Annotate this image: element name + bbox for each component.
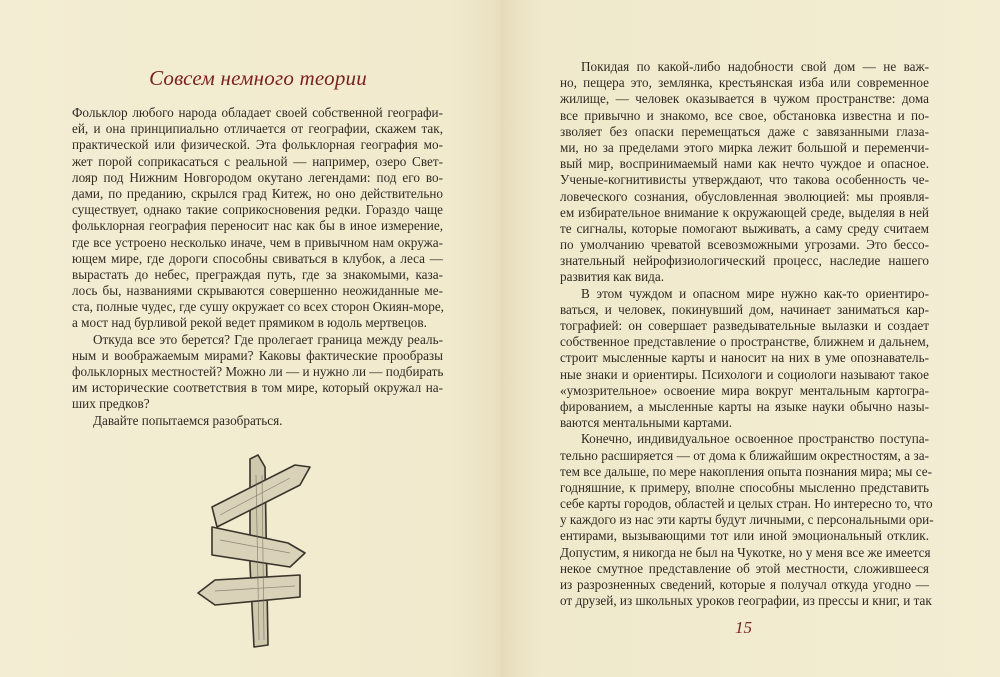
text-line: тографией: он совершает разведывательные вылазки и создает (560, 318, 929, 333)
text-line: ем избирательное внимание к окружающей среде, выделяя в ней (560, 204, 929, 220)
text-line: а мост над бурливой рекой ведет прямиком в юдоль мертвецов. (72, 315, 427, 331)
text-line: где все устроено несколько иначе, чем в привычном нам окружа- (72, 234, 443, 250)
text-line: строит мысленные карты и наносит на них в уме опознаватель- (560, 350, 929, 366)
paragraph (560, 59, 929, 286)
text-line: тем все дальше, по мере накопления опыта познания мира; мы се- (560, 463, 932, 479)
text-line: ющем мире, где дороги способны свиваться в клубок, а леса — (72, 250, 443, 266)
text-line: собственное представление о пространстве, ближнем и дальнем, (560, 334, 929, 350)
text-line: Фольклор любого народа обладает своей собственной географи- (72, 105, 443, 120)
text-line: Конечно, индивидуальное освоенное пространство поступа- (581, 431, 929, 447)
text-line: ста, полные чудес, где сушу окружает со всех сторон Окиян-море, (72, 299, 444, 315)
text-line: жет порой соприкасаться с реальной — например, озеро Свет- (72, 153, 443, 169)
text-line: В этом чуждом и опасном мире нужно как-то ориентиро- (581, 285, 929, 301)
text-line: из разрозненных сведений, которые я получал откуда угодно — (560, 577, 929, 592)
text-line: лояр под Нижним Новгородом окутано легендами: под его во- (72, 169, 443, 185)
text-line: зволяет без опаски перемещаться даже с завязанными глаза- (560, 123, 929, 139)
text-line: вырастать до небес, преграждая путь, где за знакомыми, каза- (72, 266, 443, 282)
text-line: вый мир, воспринимаемый нами как нечто чуждое и опасное. (560, 156, 929, 172)
text-line: Давайте попытаемся разобраться. (93, 412, 283, 428)
text-line: но, пещера это, землянка, крестьянская изба или современное (560, 75, 929, 91)
chapter-title: Совсем немного теории (149, 66, 367, 90)
right-text-column (560, 59, 934, 609)
text-line: ми, но за пределами этого мирка лежит большой и переменчи- (560, 139, 929, 155)
paragraph (72, 332, 443, 413)
text-line: ным и воображаемым мирами? Каковы фактические прообразы (72, 347, 443, 363)
text-line: лось бы, названиями скрываются совершенно неожиданные ме- (72, 283, 443, 299)
text-line: ваться, и человек, покинувший дом, начинает заниматься кар- (560, 301, 929, 317)
text-line: фированием, а мысленные карты на языке науки обычно назы- (560, 398, 929, 414)
text-line: существует, однако такие соприкосновения редки. Гораздо чаще (72, 202, 443, 218)
text-line: дами, по преданию, скрылся град Китеж, но оно действительно (72, 185, 443, 201)
text-line: все привычно и знакомо, все свое, обстановка известна и по- (560, 107, 929, 123)
left-text-column (72, 105, 443, 429)
text-line: им исторические соответствия в том мире, который окружал на- (72, 380, 443, 396)
paragraph (72, 413, 443, 429)
text-line: фольклорных местностей? Можно ли — и нужно ли — подбирать (72, 364, 444, 379)
text-line: «умозрительное» освоение мира вокруг ментальным картогра- (560, 382, 929, 398)
text-line: жилище, — человек оказывается в чужом пространстве: дома (560, 91, 929, 107)
text-line: практической или физической. Эта фольклорная география мо- (72, 137, 443, 153)
text-line: годняшние, к примеру, вполне способны мысленно представить (560, 479, 929, 495)
text-line: Ученые-когнитивисты утверждают, что такова особенность че- (560, 172, 929, 188)
text-line: ей, и она принципиально отличается от географии, скажем так, (72, 121, 443, 137)
paragraph (72, 105, 443, 332)
text-line: развития как вида. (560, 269, 665, 285)
text-line: Допустим, я никогда не был на Чукотке, но у меня все же имеется (560, 544, 931, 560)
paragraph (560, 431, 934, 609)
text-line: ших предков? (72, 396, 150, 412)
text-line: ваются ментальными картами. (560, 415, 733, 431)
page-number: 15 (735, 618, 752, 637)
text-line: знательный нейрофизиологический процесс, наследие нашего (560, 253, 929, 269)
text-line: от друзей, из школьных уроков географии, из прессы и книг, и так (560, 593, 932, 609)
text-line: фольклорная география переносит нас как бы в иное измерение, (72, 218, 443, 234)
text-line: Откуда все это берется? Где пролегает граница между реаль- (93, 331, 443, 347)
text-line: ные знаки и ориентиры. Психологи и социологи называют такое (560, 366, 929, 382)
signpost-illustration (190, 445, 320, 655)
text-line: некое смутное представление об этой местности, сложившееся (560, 560, 929, 576)
paragraph (560, 286, 929, 432)
text-line: ентирами, вызывающими тот или иной эмоциональный отклик. (560, 528, 929, 544)
text-line: у каждого из нас эти карты будут личными, с персональными ори- (560, 512, 934, 528)
text-line: те сигналы, которые помогают выживать, а саму среду считаем (560, 220, 929, 236)
text-line: тельно расширяется — от дома к ближайшим окрестностям, а за- (560, 447, 929, 463)
text-line: Покидая по какой-либо надобности свой дом — не важ- (581, 59, 929, 74)
text-line: себе карты городов, областей и целых стран. Но интересно то, что (560, 496, 933, 512)
text-line: ловеческого сознания, обусловленная эволюцией: мы проявля- (560, 188, 929, 204)
text-line: по умолчанию чреватой всевозможными угрозами. Это бессо- (560, 237, 929, 253)
